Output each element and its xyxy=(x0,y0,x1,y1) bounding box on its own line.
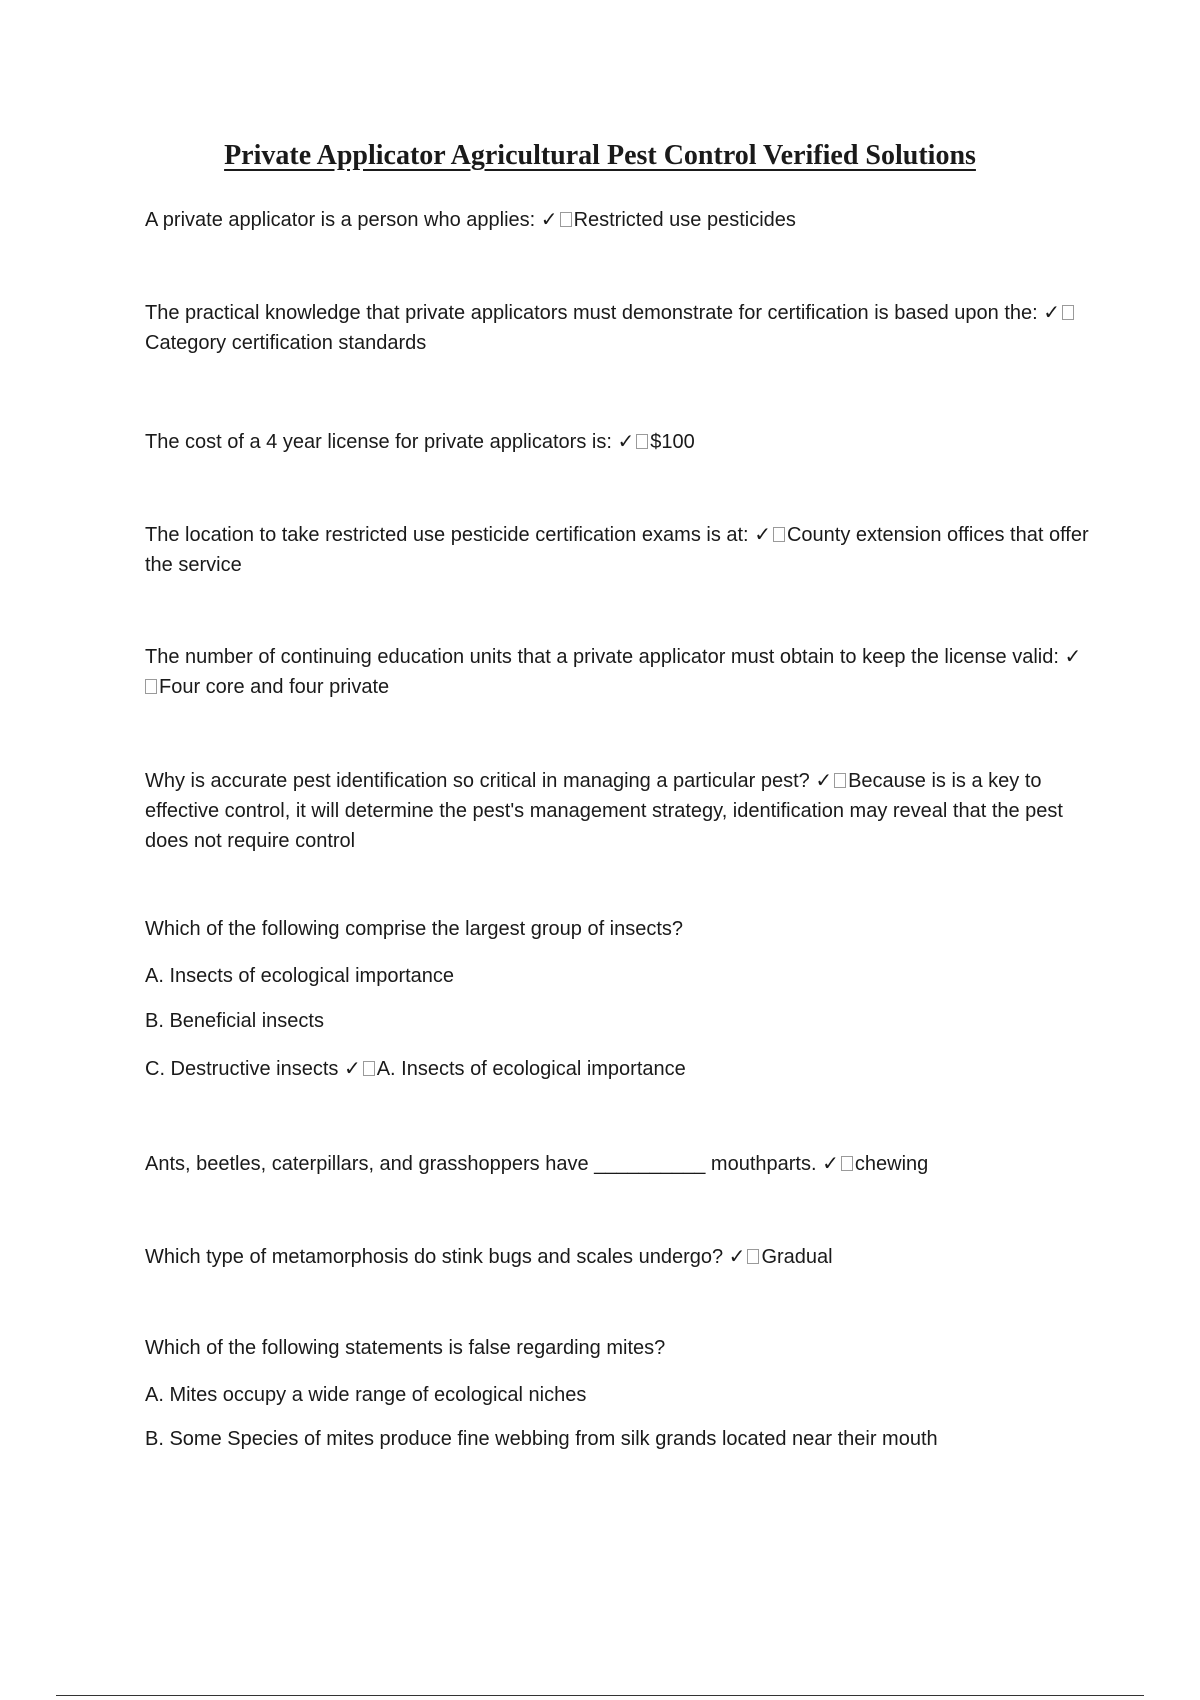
check-icon xyxy=(822,1153,841,1175)
option-a: A. Mites occupy a wide range of ecological niches xyxy=(145,1384,587,1406)
checkbox-icon xyxy=(145,679,157,694)
answer-text: Because is is a key to effective control, it will determine the pest's management strategy, identification may reveal that the pest does not require control xyxy=(145,770,1063,852)
qa-item-5 xyxy=(145,642,1095,702)
check-icon xyxy=(815,770,834,792)
footer-rule xyxy=(56,1695,1144,1696)
option-a: A. Insects of ecological importance xyxy=(145,965,455,987)
checkbox-icon xyxy=(747,1249,759,1264)
answer-text: A. Insects of ecological importance xyxy=(376,1058,686,1080)
checkbox-icon xyxy=(560,212,572,227)
qa-item-1 xyxy=(145,205,1095,235)
answer-text: Category certification standards xyxy=(145,332,427,354)
answer-text: chewing xyxy=(854,1153,929,1175)
question-text: Which of the following statements is false regarding mites? xyxy=(145,1337,666,1359)
checkbox-icon xyxy=(773,527,785,542)
checkbox-icon xyxy=(834,773,846,788)
answer-text: Gradual xyxy=(761,1246,833,1268)
checkbox-icon xyxy=(841,1156,853,1171)
check-icon xyxy=(754,524,773,546)
question-text: Which type of metamorphosis do stink bugs and scales undergo? xyxy=(145,1246,724,1268)
question-text: The number of continuing education units that a private applicator must obtain to keep the license valid: xyxy=(145,646,1059,668)
check-icon xyxy=(1064,646,1083,668)
checkbox-icon xyxy=(1062,305,1074,320)
qa-item-8 xyxy=(145,1149,1095,1179)
checkbox-icon xyxy=(363,1061,375,1076)
check-icon xyxy=(617,431,636,453)
qa-item-4 xyxy=(145,520,1095,580)
check-icon xyxy=(1043,302,1062,324)
question-text: A private applicator is a person who applies: xyxy=(145,209,536,231)
question-text: Ants, beetles, caterpillars, and grasshoppers have __________ mouthparts. xyxy=(145,1153,817,1175)
qa-item-6 xyxy=(145,766,1095,856)
question-text: The cost of a 4 year license for private applicators is: xyxy=(145,431,612,453)
answer-text: Four core and four private xyxy=(159,676,390,698)
option-b: B. Beneficial insects xyxy=(145,1010,324,1032)
question-text: The practical knowledge that private applicators must demonstrate for certification is based upon the: xyxy=(145,302,1038,324)
check-icon xyxy=(729,1246,748,1268)
answer-text: Restricted use pesticides xyxy=(573,209,796,231)
qa-item-3 xyxy=(145,427,1095,457)
question-text: The location to take restricted use pesticide certification exams is at: xyxy=(145,524,749,546)
question-text: Why is accurate pest identification so critical in managing a particular pest? xyxy=(145,770,810,792)
option-c: C. Destructive insects xyxy=(145,1058,339,1080)
answer-text: $100 xyxy=(650,431,695,453)
check-icon xyxy=(541,209,560,231)
checkbox-icon xyxy=(636,434,648,449)
qa-item-7-options xyxy=(145,1054,1095,1084)
qa-item-9 xyxy=(145,1242,1095,1272)
qa-item-2 xyxy=(145,298,1095,358)
check-icon xyxy=(344,1058,363,1080)
answer-text: County extension offices that offer the service xyxy=(145,524,1089,576)
option-b: B. Some Species of mites produce fine webbing from silk grands located near their mouth xyxy=(145,1428,938,1450)
document-title: Private Applicator Agricultural Pest Control Verified Solutions xyxy=(224,140,976,171)
question-text: Which of the following comprise the largest group of insects? xyxy=(145,918,684,940)
